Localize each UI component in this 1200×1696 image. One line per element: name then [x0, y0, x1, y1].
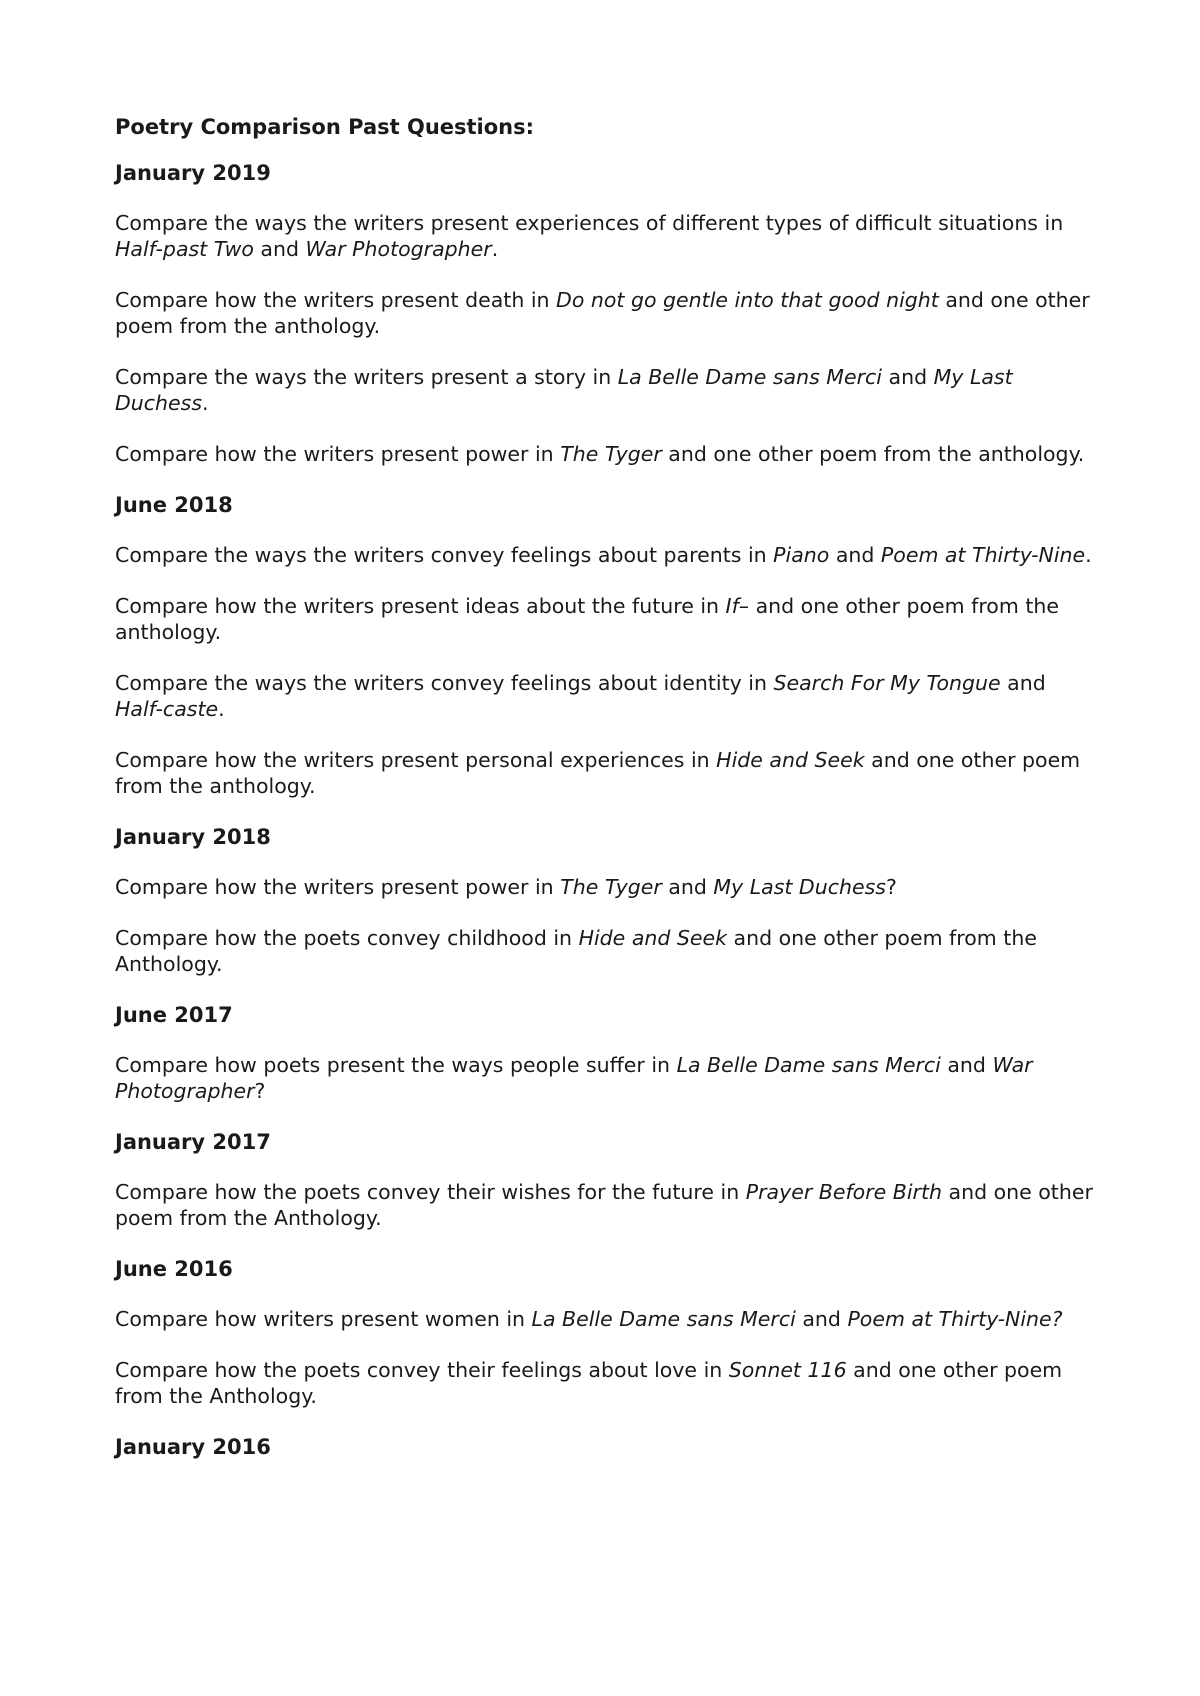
- poem-title: Half-past Two: [115, 237, 254, 261]
- question-text: .: [202, 391, 209, 415]
- sections-container: [115, 160, 1095, 1460]
- question-text: Compare how the writers present power in: [115, 875, 561, 899]
- question-text: and one other poem from the Anthology.: [115, 926, 1037, 976]
- poem-title: Do not go gentle into that good night: [556, 288, 939, 312]
- poem-title: Poem at Thirty-Nine?: [847, 1307, 1063, 1331]
- document-title: Poetry Comparison Past Questions:: [115, 115, 535, 139]
- question-paragraph: [115, 925, 1095, 977]
- question-text: Compare how the writers present ideas about the future in: [115, 594, 726, 618]
- poem-title: Half-caste: [115, 697, 219, 721]
- question-text: Compare the ways the writers present a story in: [115, 365, 618, 389]
- question-paragraph: [115, 1052, 1095, 1104]
- question-text: and: [253, 237, 306, 261]
- question-text: and one other poem from the anthology.: [661, 442, 1085, 466]
- question-text: and: [661, 875, 714, 899]
- question-paragraph: [115, 874, 1095, 900]
- section-heading: January 2016: [115, 1435, 271, 1459]
- question-text: Compare the ways the writers convey feelings about parents in: [115, 543, 774, 567]
- question-paragraph: [115, 747, 1095, 799]
- poem-title: Sonnet 116: [728, 1358, 847, 1382]
- question-text: ?: [885, 875, 897, 899]
- question-text: and one other poem from the anthology.: [115, 288, 1090, 338]
- question-text: and one other poem from the Anthology.: [115, 1358, 1063, 1408]
- question-paragraph: [115, 441, 1095, 467]
- question-paragraph: [115, 287, 1095, 339]
- question-text: and: [829, 543, 881, 567]
- section-heading: January 2019: [115, 161, 271, 185]
- poem-title: War Photographer: [305, 237, 492, 261]
- poem-title: War Photographer: [115, 1053, 1033, 1103]
- poem-title: If–: [725, 594, 750, 618]
- poem-title: La Belle Dame sans Merci: [617, 365, 882, 389]
- question-text: Compare the ways the writers convey feelings about identity in: [115, 671, 774, 695]
- question-paragraph: [115, 210, 1095, 262]
- poem-title: My Last Duchess: [713, 875, 886, 899]
- section-heading: June 2018: [115, 493, 233, 517]
- question-text: Compare how the poets convey childhood in: [115, 926, 579, 950]
- section-heading: January 2018: [115, 825, 271, 849]
- question-paragraph: [115, 542, 1095, 568]
- poem-title: Prayer Before Birth: [745, 1180, 942, 1204]
- poem-title: Search For My Tongue: [773, 671, 1001, 695]
- question-text: Compare how the poets convey their wishes for the future in: [115, 1180, 746, 1204]
- poem-title: Piano: [773, 543, 830, 567]
- question-text: Compare the ways the writers present experiences of different types of difficult situations in: [115, 211, 1064, 235]
- question-text: ?: [254, 1079, 266, 1103]
- question-text: Compare how the poets convey their feelings about love in: [115, 1358, 729, 1382]
- poem-title: Poem at Thirty-Nine: [880, 543, 1086, 567]
- question-paragraph: [115, 1179, 1095, 1231]
- question-paragraph: [115, 670, 1095, 722]
- poem-title: La Belle Dame sans Merci: [531, 1307, 796, 1331]
- question-text: and one other poem from the Anthology.: [115, 1180, 1093, 1230]
- question-paragraph: [115, 1306, 1095, 1332]
- question-text: and: [795, 1307, 848, 1331]
- question-paragraph: [115, 593, 1095, 645]
- question-text: and: [940, 1053, 993, 1077]
- question-text: and one other poem from the anthology.: [115, 594, 1059, 644]
- section-heading: June 2016: [115, 1257, 233, 1281]
- poem-title: Hide and Seek: [716, 748, 865, 772]
- poem-title: La Belle Dame sans Merci: [676, 1053, 941, 1077]
- question-text: .: [491, 237, 499, 261]
- poem-title: The Tyger: [560, 442, 662, 466]
- question-text: .: [218, 697, 225, 721]
- question-paragraph: [115, 1357, 1095, 1409]
- question-text: Compare how the writers present death in: [115, 288, 557, 312]
- question-text: Compare how writers present women in: [115, 1307, 532, 1331]
- question-text: Compare how poets present the ways people suffer in: [115, 1053, 677, 1077]
- document-body: [115, 114, 1095, 1484]
- question-text: and one other poem from the anthology.: [115, 748, 1081, 798]
- question-text: and: [1000, 671, 1046, 695]
- question-text: and: [882, 365, 934, 389]
- question-text: Compare how the writers present power in: [115, 442, 561, 466]
- question-text: Compare how the writers present personal experiences in: [115, 748, 717, 772]
- question-paragraph: [115, 364, 1095, 416]
- poem-title: My Last Duchess: [115, 365, 1013, 415]
- section-heading: January 2017: [115, 1130, 271, 1154]
- poem-title: The Tyger: [560, 875, 662, 899]
- poem-title: Hide and Seek: [578, 926, 728, 950]
- section-heading: June 2017: [115, 1003, 233, 1027]
- question-text: .: [1085, 543, 1092, 567]
